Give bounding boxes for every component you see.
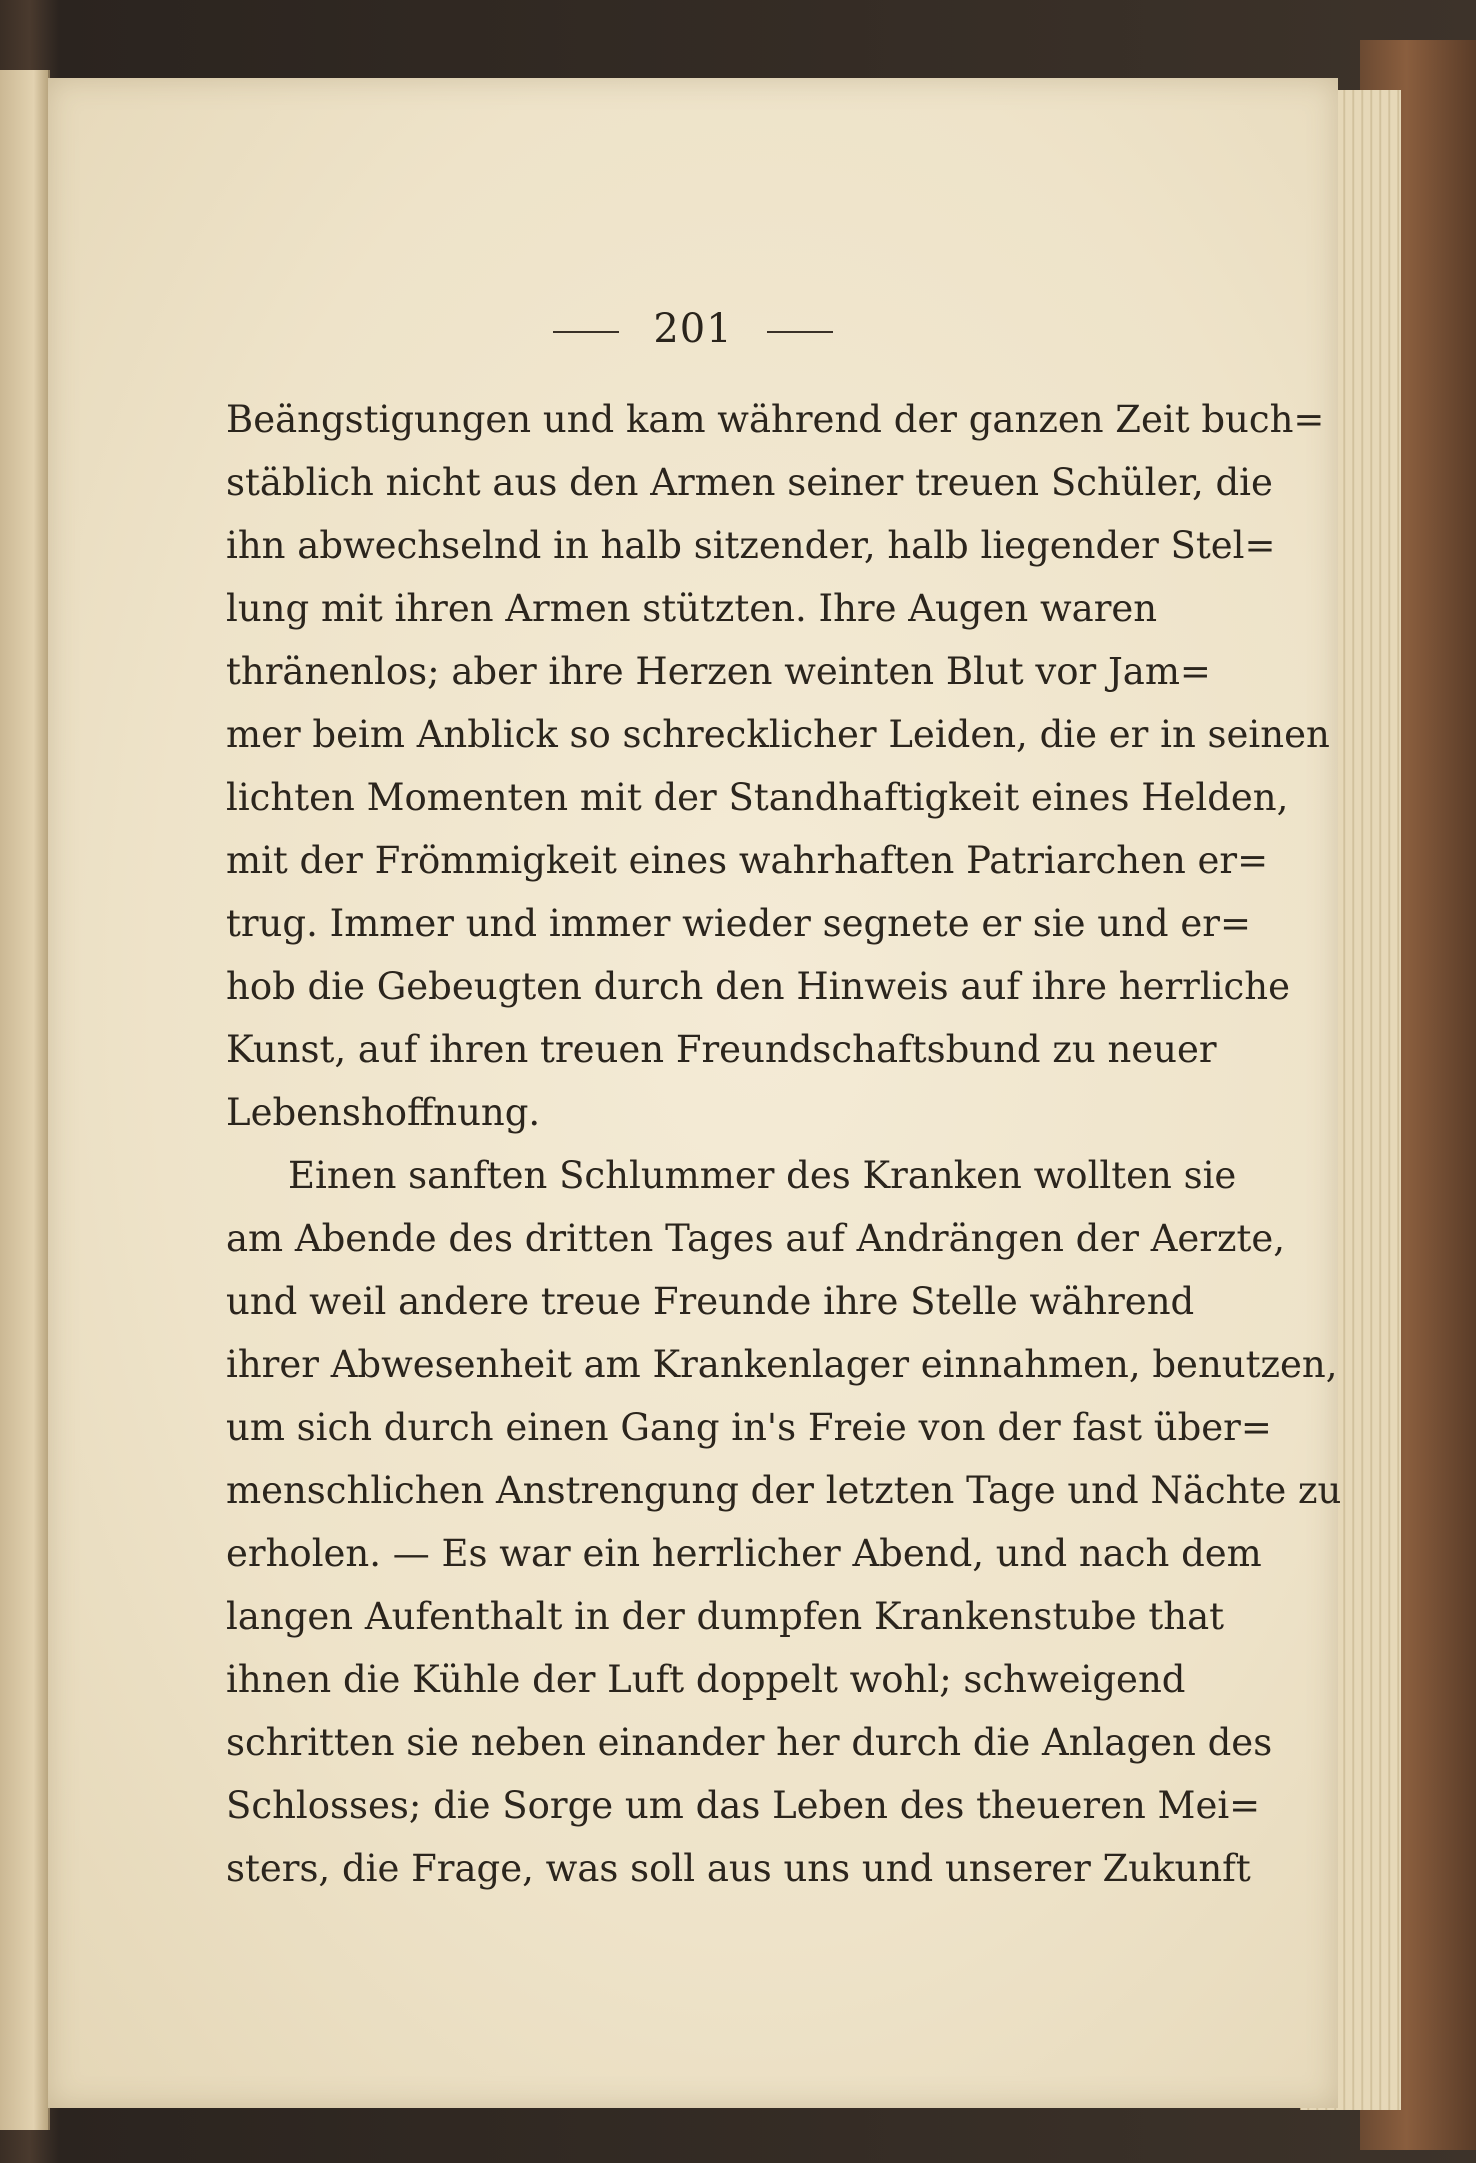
body-text xyxy=(226,388,1342,1900)
text-line: menschlichen Anstrengung der letzten Tage und Nächte zu xyxy=(226,1469,1342,1512)
text-line: lichten Momenten mit der Standhaftigkeit eines Helden, xyxy=(226,776,1289,819)
text-line: Beängstigungen und kam während der ganzen Zeit buch= xyxy=(226,398,1325,441)
text-line: hob die Gebeugten durch den Hinweis auf ihre herrliche xyxy=(226,965,1290,1008)
text-line: ihrer Abwesenheit am Krankenlager einnahmen, benutzen, xyxy=(226,1343,1338,1386)
text-line: Schlosses; die Sorge um das Leben des theueren Mei= xyxy=(226,1784,1261,1827)
header-dash-left xyxy=(553,331,619,333)
text-line: sters, die Frage, was soll aus uns und unserer Zukunft xyxy=(226,1847,1251,1890)
text-line: ihn abwechselnd in halb sitzender, halb liegender Stel= xyxy=(226,524,1276,567)
text-line: und weil andere treue Freunde ihre Stelle während xyxy=(226,1280,1195,1323)
text-line: trug. Immer und immer wieder segnete er sie und er= xyxy=(226,902,1251,945)
text-line: erholen. — Es war ein herrlicher Abend, und nach dem xyxy=(226,1532,1262,1575)
text-line: um sich durch einen Gang in's Freie von der fast über= xyxy=(226,1406,1272,1449)
text-line: stäblich nicht aus den Armen seiner treuen Schüler, die xyxy=(226,461,1273,504)
facing-page-edge xyxy=(0,70,50,2130)
text-line: am Abende des dritten Tages auf Andrängen der Aerzte, xyxy=(226,1217,1286,1260)
text-line: Kunst, auf ihren treuen Freundschaftsbund zu neuer xyxy=(226,1028,1217,1071)
header-dash-right xyxy=(767,331,833,333)
page-header xyxy=(48,306,1338,352)
text-line: mer beim Anblick so schrecklicher Leiden, die er in seinen xyxy=(226,713,1330,756)
text-line: schritten sie neben einander her durch die Anlagen des xyxy=(226,1721,1273,1764)
text-line: thränenlos; aber ihre Herzen weinten Blut vor Jam= xyxy=(226,650,1211,693)
book-page xyxy=(48,78,1342,2108)
text-line: Einen sanften Schlummer des Kranken wollten sie xyxy=(288,1154,1237,1197)
text-line: ihnen die Kühle der Luft doppelt wohl; schweigend xyxy=(226,1658,1186,1701)
text-line: lung mit ihren Armen stützten. Ihre Augen waren xyxy=(226,587,1158,630)
text-line: langen Aufenthalt in der dumpfen Krankenstube that xyxy=(226,1595,1225,1638)
text-line: mit der Frömmigkeit eines wahrhaften Patriarchen er= xyxy=(226,839,1269,882)
page-number: 201 xyxy=(653,306,733,352)
text-line: Lebenshoffnung. xyxy=(226,1091,541,1134)
